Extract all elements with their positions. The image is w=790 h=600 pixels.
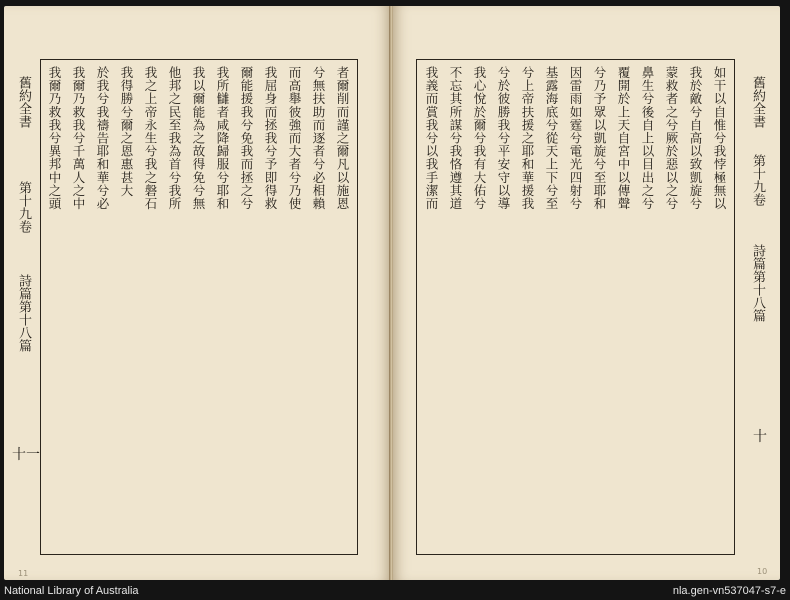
text-column: 我得勝兮爾之恩惠甚大 <box>119 66 134 197</box>
text-column: 我所讎者咸降歸服兮耶和 <box>215 66 230 211</box>
chapter-label: 詩篇第十八篇 <box>750 244 765 322</box>
text-column: 兮乃予眾以凱旋兮至耶和 <box>592 66 607 211</box>
text-column: 於我兮我禱告耶和華兮必 <box>95 66 110 211</box>
text-column: 不忘其所謀兮我恪遵其道 <box>448 66 463 211</box>
text-column: 而高舉彼強而大者兮乃使 <box>287 66 302 211</box>
left-page <box>4 6 390 580</box>
text-column: 兮於彼勝我兮平安守以導 <box>496 66 511 211</box>
book-title: 舊約全書 <box>750 76 765 128</box>
footer-bar <box>0 582 790 600</box>
pencil-mark: 10 <box>757 567 768 576</box>
library-credit: National Library of Australia <box>4 585 139 597</box>
text-column: 兮無扶助而逐者兮必相賴 <box>311 66 326 211</box>
text-column: 如干以自惟兮我悖極無以 <box>712 66 727 211</box>
text-column: 我於敵兮自高以致凱旋兮 <box>688 66 703 211</box>
text-column: 他邦之民至我為首兮我所 <box>167 66 182 211</box>
text-column: 基露海底兮從天上下兮至 <box>544 66 559 211</box>
text-column: 我之上帝永生兮我之磐石 <box>143 66 158 211</box>
text-column: 我心悅於爾兮我有大佑兮 <box>472 66 487 211</box>
text-column: 我義而賞我兮以我手潔而 <box>424 66 439 211</box>
text-column: 覆開於上天自宮中以傳聲 <box>616 66 631 211</box>
right-page <box>393 6 780 580</box>
text-frame <box>40 59 358 555</box>
text-column: 我爾乃救我兮異邦中之頭 <box>47 66 62 211</box>
chapter-label: 詩篇第十八篇 <box>16 274 31 352</box>
text-column: 鼻生兮後自上以目出之兮 <box>640 66 655 211</box>
pencil-mark: 11 <box>18 569 29 578</box>
text-column: 我爾乃救我兮千萬人之中 <box>71 66 86 211</box>
text-column: 爾能援我兮免我而拯之兮 <box>239 66 254 211</box>
item-identifier: nla.gen-vn537047-s7-e <box>672 585 786 597</box>
page-number: 十一 <box>12 447 40 463</box>
page-number: 十 <box>753 429 767 445</box>
text-column: 者爾削而謹之爾凡以施恩 <box>335 66 350 211</box>
volume-label: 第十九卷 <box>16 181 31 233</box>
text-column: 蒙救者之兮厥於惡以之兮 <box>664 66 679 211</box>
volume-label: 第十九卷 <box>750 154 765 206</box>
text-frame <box>416 59 735 555</box>
text-column: 因雷雨如霆兮電光四射兮 <box>568 66 583 211</box>
book-title: 舊約全書 <box>16 76 31 128</box>
text-column: 兮上帝扶援之耶和華援我 <box>520 66 535 211</box>
text-column: 我以爾能為之故得免兮無 <box>191 66 206 211</box>
text-column: 我屈身而拯我兮予即得救 <box>263 66 278 211</box>
